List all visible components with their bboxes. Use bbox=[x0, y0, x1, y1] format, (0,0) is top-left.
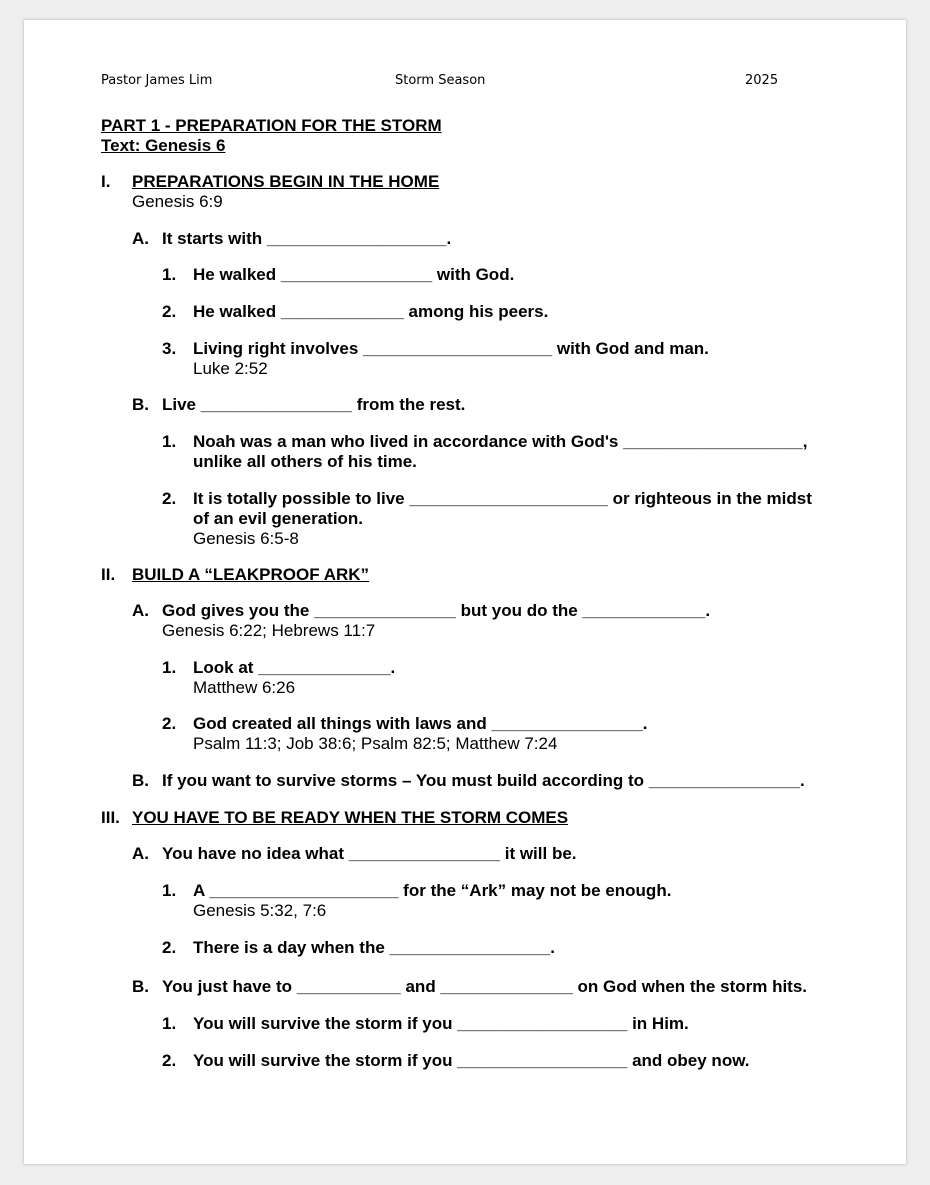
point-letter: B. bbox=[132, 977, 149, 996]
section-heading: YOU HAVE TO BE READY WHEN THE STORM COMES bbox=[132, 808, 569, 827]
point-letter: A. bbox=[132, 229, 149, 248]
sub-number: 1. bbox=[162, 881, 177, 900]
sub-number: 2. bbox=[162, 1051, 177, 1070]
point-text: You have no idea what ________________ it will be. bbox=[162, 844, 577, 863]
section-numeral: III. bbox=[101, 808, 120, 827]
sub-text: Look at ______________. bbox=[193, 658, 396, 677]
sub-text: He walked ________________ with God. bbox=[193, 265, 515, 284]
sub-text: A ____________________ for the “Ark” may not be enough. bbox=[193, 881, 672, 900]
point-letter: B. bbox=[132, 771, 149, 790]
sub-number: 1. bbox=[162, 1014, 177, 1033]
point-text: If you want to survive storms – You must build according to ________________. bbox=[162, 771, 805, 790]
point-letter: A. bbox=[132, 601, 149, 620]
section-heading: BUILD A “LEAKPROOF ARK” bbox=[132, 565, 370, 584]
sub-text-continued: of an evil generation. bbox=[193, 509, 364, 528]
text-reference: Text: Genesis 6 bbox=[101, 136, 226, 155]
section-heading: PREPARATIONS BEGIN IN THE HOME bbox=[132, 172, 440, 191]
sub-number: 3. bbox=[162, 339, 177, 358]
sub-number: 2. bbox=[162, 938, 177, 957]
sub-number: 2. bbox=[162, 302, 177, 321]
document-page bbox=[24, 20, 906, 1164]
scripture-reference: Luke 2:52 bbox=[193, 359, 268, 378]
section-numeral: I. bbox=[101, 172, 111, 191]
scripture-reference: Psalm 11:3; Job 38:6; Psalm 82:5; Matthew 7:24 bbox=[193, 734, 558, 753]
point-text: It starts with ___________________. bbox=[162, 229, 452, 248]
point-text: You just have to ___________ and ______________ on God when the storm hits. bbox=[162, 977, 808, 996]
sub-text-continued: unlike all others of his time. bbox=[193, 452, 417, 471]
scripture-reference: Genesis 5:32, 7:6 bbox=[193, 901, 327, 920]
part-title: PART 1 - PREPARATION FOR THE STORM bbox=[101, 116, 442, 135]
sub-number: 1. bbox=[162, 432, 177, 451]
sub-text: There is a day when the _________________. bbox=[193, 938, 555, 957]
scripture-reference: Matthew 6:26 bbox=[193, 678, 296, 697]
header-author: Pastor James Lim bbox=[101, 73, 213, 88]
sub-number: 2. bbox=[162, 714, 177, 733]
sub-text: It is totally possible to live _____________________ or righteous in the midst bbox=[193, 489, 812, 508]
sub-text: You will survive the storm if you __________________ and obey now. bbox=[193, 1051, 750, 1070]
header-series: Storm Season bbox=[395, 73, 486, 88]
section-numeral: II. bbox=[101, 565, 116, 584]
scripture-reference: Genesis 6:5-8 bbox=[193, 529, 299, 548]
sub-text: He walked _____________ among his peers. bbox=[193, 302, 549, 321]
point-text: God gives you the _______________ but you do the _____________. bbox=[162, 601, 711, 620]
sub-text: God created all things with laws and ________________. bbox=[193, 714, 648, 733]
document-title bbox=[101, 116, 442, 156]
sub-text: Living right involves ____________________ with God and man. bbox=[193, 339, 709, 358]
point-letter: B. bbox=[132, 395, 149, 414]
sub-text: You will survive the storm if you __________________ in Him. bbox=[193, 1014, 689, 1033]
sub-number: 2. bbox=[162, 489, 177, 508]
sub-text: Noah was a man who lived in accordance with God's ___________________, bbox=[193, 432, 808, 451]
scripture-reference: Genesis 6:9 bbox=[132, 192, 223, 211]
point-text: Live ________________ from the rest. bbox=[162, 395, 466, 414]
header-year: 2025 bbox=[745, 73, 779, 88]
sub-number: 1. bbox=[162, 265, 177, 284]
sub-number: 1. bbox=[162, 658, 177, 677]
point-letter: A. bbox=[132, 844, 149, 863]
scripture-reference: Genesis 6:22; Hebrews 11:7 bbox=[162, 621, 376, 640]
